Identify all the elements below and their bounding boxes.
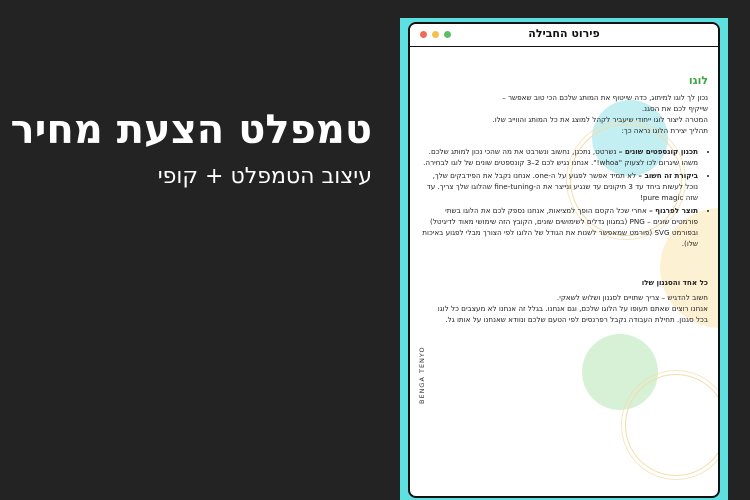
bullet-text: אחרי שכל הקסם הופך למציאות, אנחנו נספק לכם את הלוגו בשתי פורמטים שונים – PNG (במגוון גדלים לשימושים שונים, הקובץ הזה שימושי מאוד לדיגיטל) ובפורמט SVG (פורמט שמאפשר לשנות את הגודל של הלוגו לפי הצורך מבלי לפגוע באיכות שלו).: [422, 206, 698, 248]
intro-line: תהליך יצירת הלוגו נראה כך:: [621, 126, 708, 135]
hero-title: טמפלט הצעת מחיר: [10, 107, 372, 153]
bullet-text: לא תמיד אפשר לפגוע על ה-one. אנחנו נקבל את הפידבקים שלך, נוכל לעשות ביחד עד 3 תיקונים עד שנגיע ונייצר את ה-fine-tuning שהלוגו שלך צריך. עד שזה pure magic!: [426, 171, 698, 202]
bullet-text: נשרטט, נתכנן, נחשוב ונשרבט את מה שהכי נכון למותג שלכם. משהו שיגרום לכו לצעוק "whoa!". אנחנו נגיש לכם 2–3 קונספטים שונים של לוגו לבחירה.: [423, 147, 698, 167]
bullet-lead: תוצר לפרגוף –: [649, 206, 698, 215]
bullet-item: [422, 170, 698, 203]
intro-line: המטרה ליצור לוגו ייחודי שיעביר לקהל למוצג את כל המותג והווייב שלו.: [492, 115, 708, 124]
bullet-item: [422, 146, 698, 168]
closing-line: חשוב להדגיש – צריך שתויים לסגנון ושלוש לשאקי.: [556, 293, 708, 302]
closing-line: אנחנו רוצים שאתם תעופו על הלוגו שלכם, וגם אנחנו. בגלל זה אנחנו לא מעצבים כל לוגו: [437, 304, 708, 313]
window-titlebar: [410, 24, 718, 47]
bullet-lead: ביקורת זה חשוב –: [638, 171, 698, 180]
decor-ring: [621, 370, 720, 480]
intro-line: שייקיף לכם את הסגנ.: [641, 104, 708, 113]
window-title: פירוט החבילה: [528, 27, 600, 40]
document-window: [408, 22, 720, 498]
section-heading-logo: לוגו: [688, 74, 708, 87]
bullet-lead: תכנון קונספטים שונים –: [618, 147, 698, 156]
bullet-item: [422, 205, 698, 249]
brand-wordmark: BENGA TENYO: [418, 346, 426, 404]
document-preview-frame: [400, 18, 728, 500]
sub-heading-style: כל אחד והסגנון שלו: [641, 278, 708, 287]
hero-subtitle: עיצוב הטמפלט + קופי: [157, 164, 372, 189]
document-content: [422, 74, 708, 325]
closing-line: בכל סגנון. תחילת העבודה נקבל רפרנסים לפי הטעם שלכם ונוודא שאנחנו על אותו גל.: [445, 315, 708, 324]
intro-line: נכון לך לוגו למיתוג, כדה שייטוף את המותג שלכם הכי טוב שאפשר –: [502, 93, 708, 102]
process-bullet-list: [422, 146, 708, 249]
